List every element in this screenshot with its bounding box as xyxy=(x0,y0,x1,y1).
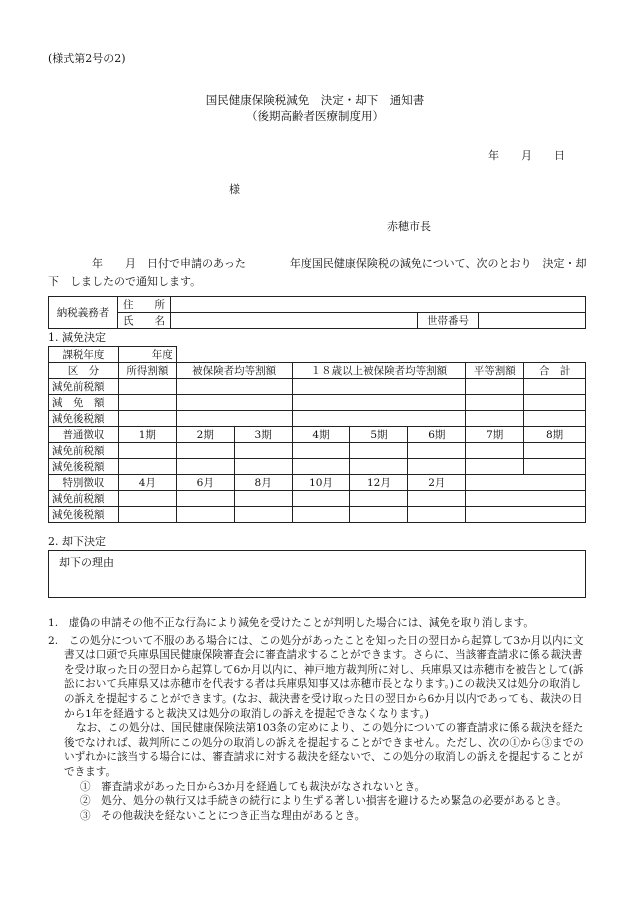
name-label: 氏 名 xyxy=(118,313,171,329)
table-row: 減免前税額 xyxy=(49,443,586,459)
rejection-reason-label: 却下の理由 xyxy=(59,556,114,569)
household-value xyxy=(479,313,586,329)
note-3: なお、この処分は、国民健康保険法第103条の定めにより、この処分についての審査請求に係る裁決を経た後でなければ、裁判所にこの処分の取消しの訴えを提起することができません。ただし、次の①から③までのいずれかに該当する場合には、審査請求に対する裁決を経ないで、この処分の取消しの訴えを提起することができます。 xyxy=(64,722,584,778)
addressee-suffix: 様 xyxy=(229,183,240,196)
section-reduction: 1. 減免決定 xyxy=(48,331,106,344)
note-item-1: ① 審査請求があった日から3か月を経過しても裁決がなされないとき。 xyxy=(80,780,426,793)
table-row: 減免後税額 xyxy=(49,459,586,475)
header-income: 所得割額 xyxy=(118,363,176,379)
note-item-2: ② 処分、処分の執行又は手続きの続行により生ずる著しい損害を避けるため緊急の必要があるとき。 xyxy=(80,795,567,808)
tax-year-label: 課税年度 xyxy=(49,347,119,363)
table-row: 減免前税額 xyxy=(49,379,586,395)
normal-collection-row: 普通徴収 1期 2期 3期 4期 5期 6期 7期 8期 xyxy=(49,427,586,443)
year-label: 年度 xyxy=(118,347,176,363)
household-label: 世帯番号 xyxy=(418,313,479,329)
header-total: 合 計 xyxy=(524,363,586,379)
taxpayer-label: 納税義務者 xyxy=(49,297,118,329)
name-value xyxy=(171,313,418,329)
notes xyxy=(48,616,588,823)
category-label: 区 分 xyxy=(49,363,119,379)
table-row: 減 免 額 xyxy=(49,395,586,411)
issuer-name: 赤穂市長 xyxy=(387,220,431,233)
issue-date xyxy=(488,147,565,163)
reduction-table xyxy=(48,346,586,523)
address-value xyxy=(171,297,586,313)
header-per-capita: 被保険者均等割額 xyxy=(176,363,292,379)
special-collection-row: 特別徴収 4月 6月 8月 10月 12月 2月 xyxy=(49,475,586,491)
document-title: 国民健康保険税減免 決定・却下 通知書 xyxy=(205,93,425,107)
note-item-3: ③ その他裁決を経ないことにつき正当な理由があるとき。 xyxy=(80,809,366,822)
section-rejection: 2. 却下決定 xyxy=(48,535,106,548)
date-day: 日 xyxy=(554,149,565,162)
header-over18: １８歳以上被保険者均等割額 xyxy=(292,363,466,379)
rejection-box xyxy=(48,550,586,598)
address-label: 住 所 xyxy=(118,297,171,313)
form-number: (様式第2号の2) xyxy=(48,52,126,65)
table-row: 減免前税額 xyxy=(49,491,586,507)
intro-text: 年 月 日付で申請のあった 年度国民健康保険税の減免について、次のとおり 決定・却下 しましたので通知します。 xyxy=(48,257,587,288)
taxpayer-table xyxy=(48,296,586,329)
date-month: 月 xyxy=(521,149,532,162)
note-2: 2. この処分について不服のある場合には、この処分があったことを知った日の翌日から起算して3か月以内に文書又は口頭で兵庫県国民健康保険審査会に審査請求することができます。さらに、当該審査請求に係る裁決書を受け取った日の翌日から起算して6か月以内に、神戸地方裁判所に対し、兵庫県又は赤穂市を被告として(訴訟において兵庫県又は赤穂市を代表する者は兵庫県知事又は赤穂市長となります。)この裁決又は処分の取消しの訴えを提起することができます。(なお、裁決書を受け取った日の翌日から6か月以内であっても、裁決の日から1年を経過すると裁決又は処分の取消しの訴えを提起できなくなります。) xyxy=(48,634,584,720)
document-subtitle: （後期高齢者医療制度用） xyxy=(246,109,384,123)
table-row: 減免後税額 xyxy=(49,507,586,523)
header-flat: 平等割額 xyxy=(466,363,524,379)
note-1: 1. 虚偽の申請その他不正な行為により減免を受けたことが判明した場合には、減免を取り消します。 xyxy=(48,617,534,629)
date-year: 年 xyxy=(488,149,499,162)
table-row: 減免後税額 xyxy=(49,411,586,427)
